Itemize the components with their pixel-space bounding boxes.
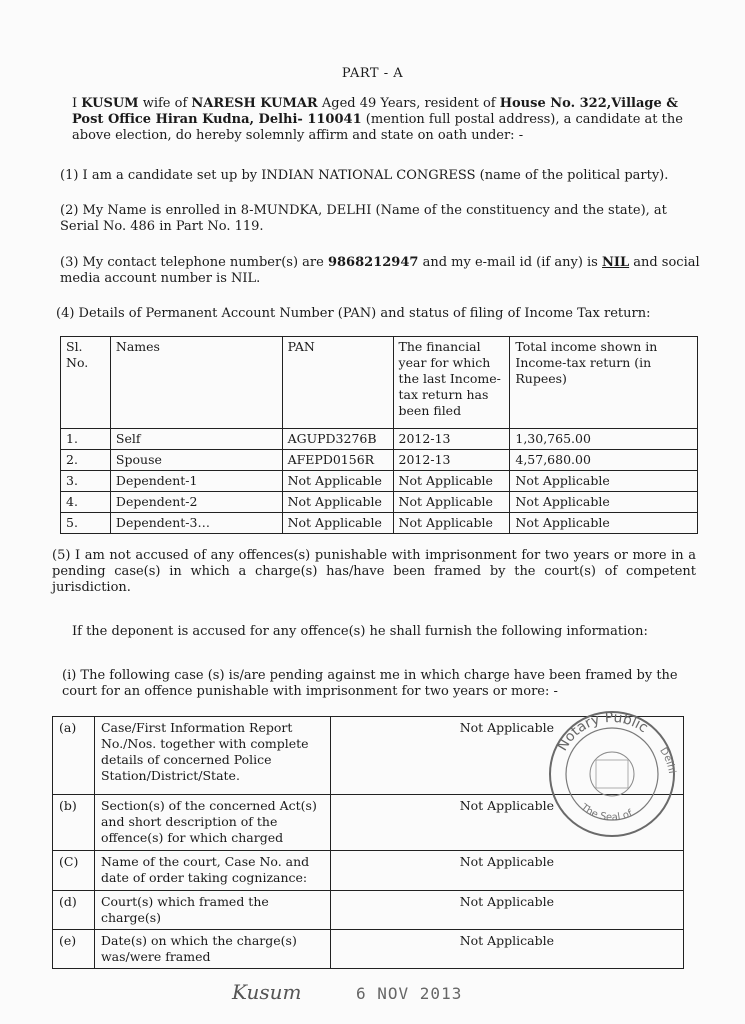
- part-title: PART - A: [341, 66, 404, 81]
- cell-sl: 3.: [61, 471, 111, 492]
- item-3-text-2: and my e-mail id (if any) is: [418, 255, 602, 270]
- case-row-label: Section(s) of the concerned Act(s) and short description of the offence(s) for which charged: [94, 795, 330, 851]
- case-row-label: Name of the court, Case No. and date of order taking cognizance:: [94, 851, 330, 891]
- email-value: NIL: [601, 255, 630, 270]
- item-3-text-3: and social media account number is NIL.: [60, 255, 700, 286]
- cell-sl: 1.: [61, 429, 111, 450]
- cell-income: Not Applicable: [510, 471, 698, 492]
- intro-text-1: I: [72, 96, 82, 111]
- case-row-label: Date(s) on which the charge(s) was/were framed: [94, 930, 330, 969]
- cell-name: Dependent-3…: [110, 513, 282, 534]
- case-row-letter: (b): [53, 795, 95, 851]
- cell-year: 2012-13: [393, 429, 510, 450]
- table-row: [61, 429, 698, 450]
- header-names: Names: [110, 337, 282, 429]
- cell-income: Not Applicable: [510, 513, 698, 534]
- case-row-value: Not Applicable: [330, 930, 683, 969]
- case-row-label: Case/First Information Report No./Nos. together with complete details of concerned Police Station/District/State.: [94, 717, 330, 795]
- stamp-side-text: Delhi: [657, 745, 678, 775]
- cell-year: Not Applicable: [393, 492, 510, 513]
- cell-pan: Not Applicable: [282, 492, 393, 513]
- intro-text-4: (mention full postal address), a candidate at the above election, do hereby solemnly affirm and state on oath under: -: [72, 112, 683, 143]
- cell-pan: AGUPD3276B: [282, 429, 393, 450]
- date-stamp: 6 NOV 2013: [356, 984, 463, 1003]
- cell-pan: Not Applicable: [282, 471, 393, 492]
- cell-name: Dependent-1: [110, 471, 282, 492]
- candidate-name: KUSUM: [81, 96, 139, 111]
- case-row-letter: (e): [53, 930, 95, 969]
- cell-name: Spouse: [110, 450, 282, 471]
- case-row-letter: (a): [53, 717, 95, 795]
- stamp-top-text: Notary Public: [554, 709, 651, 754]
- pan-table-header: [61, 337, 698, 429]
- case-row-value: Not Applicable: [330, 851, 683, 891]
- table-row: [61, 513, 698, 534]
- item-i: (i) The following case (s) is/are pending against me in which charge have been framed by the court for an offence punishable with imprisonment for two years or more: -: [62, 668, 678, 699]
- cell-year: 2012-13: [393, 450, 510, 471]
- item-1: (1) I am a candidate set up by INDIAN NATIONAL CONGRESS (name of the political party).: [60, 168, 669, 183]
- notary-stamp: [546, 708, 678, 840]
- cell-pan: Not Applicable: [282, 513, 393, 534]
- intro-text-2: wife of: [138, 96, 192, 111]
- stamp-bottom-text: The Seal of: [578, 802, 635, 824]
- phone-number: 9868212947: [327, 255, 419, 270]
- deponent-note: If the deponent is accused for any offence(s) he shall furnish the following information:: [72, 624, 648, 639]
- table-row: [61, 450, 698, 471]
- case-row-letter: (d): [53, 891, 95, 930]
- pan-table: [60, 336, 698, 534]
- intro-text-3: Aged 49 Years, resident of: [317, 96, 500, 111]
- table-row: [61, 471, 698, 492]
- case-row-value: Not Applicable: [330, 717, 683, 795]
- case-row-value: Not Applicable: [330, 891, 683, 930]
- cell-year: Not Applicable: [393, 513, 510, 534]
- case-row-label: Court(s) which framed the charge(s): [94, 891, 330, 930]
- address: House No. 322,Village & Post Office Hiran Kudna, Delhi- 110041: [72, 96, 678, 127]
- item-3: [60, 255, 706, 287]
- table-row: [53, 930, 684, 969]
- cell-year: Not Applicable: [393, 471, 510, 492]
- intro-paragraph: [72, 96, 708, 144]
- item-3-text-1: (3) My contact telephone number(s) are: [60, 255, 328, 270]
- spouse-name: NARESH KUMAR: [191, 96, 318, 111]
- item-5: (5) I am not accused of any offences(s) punishable with imprisonment for two years or more in a pending case(s) in which a charge(s) has/have been framed by the court(s) of competent jurisdiction.: [52, 548, 696, 595]
- header-total-income: Total income shown in Income-tax return (in Rupees): [510, 337, 698, 429]
- signature: Kusum: [232, 980, 302, 1004]
- cell-name: Self: [110, 429, 282, 450]
- item-2: (2) My Name is enrolled in 8-MUNDKA, DELHI (Name of the constituency and the state), at Serial No. 486 in Part No. 119.: [60, 203, 667, 234]
- cell-sl: 4.: [61, 492, 111, 513]
- case-row-letter: (C): [53, 851, 95, 891]
- cell-income: 1,30,765.00: [510, 429, 698, 450]
- case-row-value: Not Applicable: [330, 795, 683, 851]
- cell-income: 4,57,680.00: [510, 450, 698, 471]
- item-4: (4) Details of Permanent Account Number (PAN) and status of filing of Income Tax return:: [56, 306, 651, 321]
- cell-sl: 5.: [61, 513, 111, 534]
- header-pan: PAN: [282, 337, 393, 429]
- table-row: [53, 891, 684, 930]
- header-financial-year: The financial year for which the last Income-tax return has been filed: [393, 337, 510, 429]
- table-row: [53, 851, 684, 891]
- header-sl-no: Sl. No.: [61, 337, 111, 429]
- table-row: [61, 492, 698, 513]
- cell-pan: AFEPD0156R: [282, 450, 393, 471]
- cell-name: Dependent-2: [110, 492, 282, 513]
- cell-sl: 2.: [61, 450, 111, 471]
- cell-income: Not Applicable: [510, 492, 698, 513]
